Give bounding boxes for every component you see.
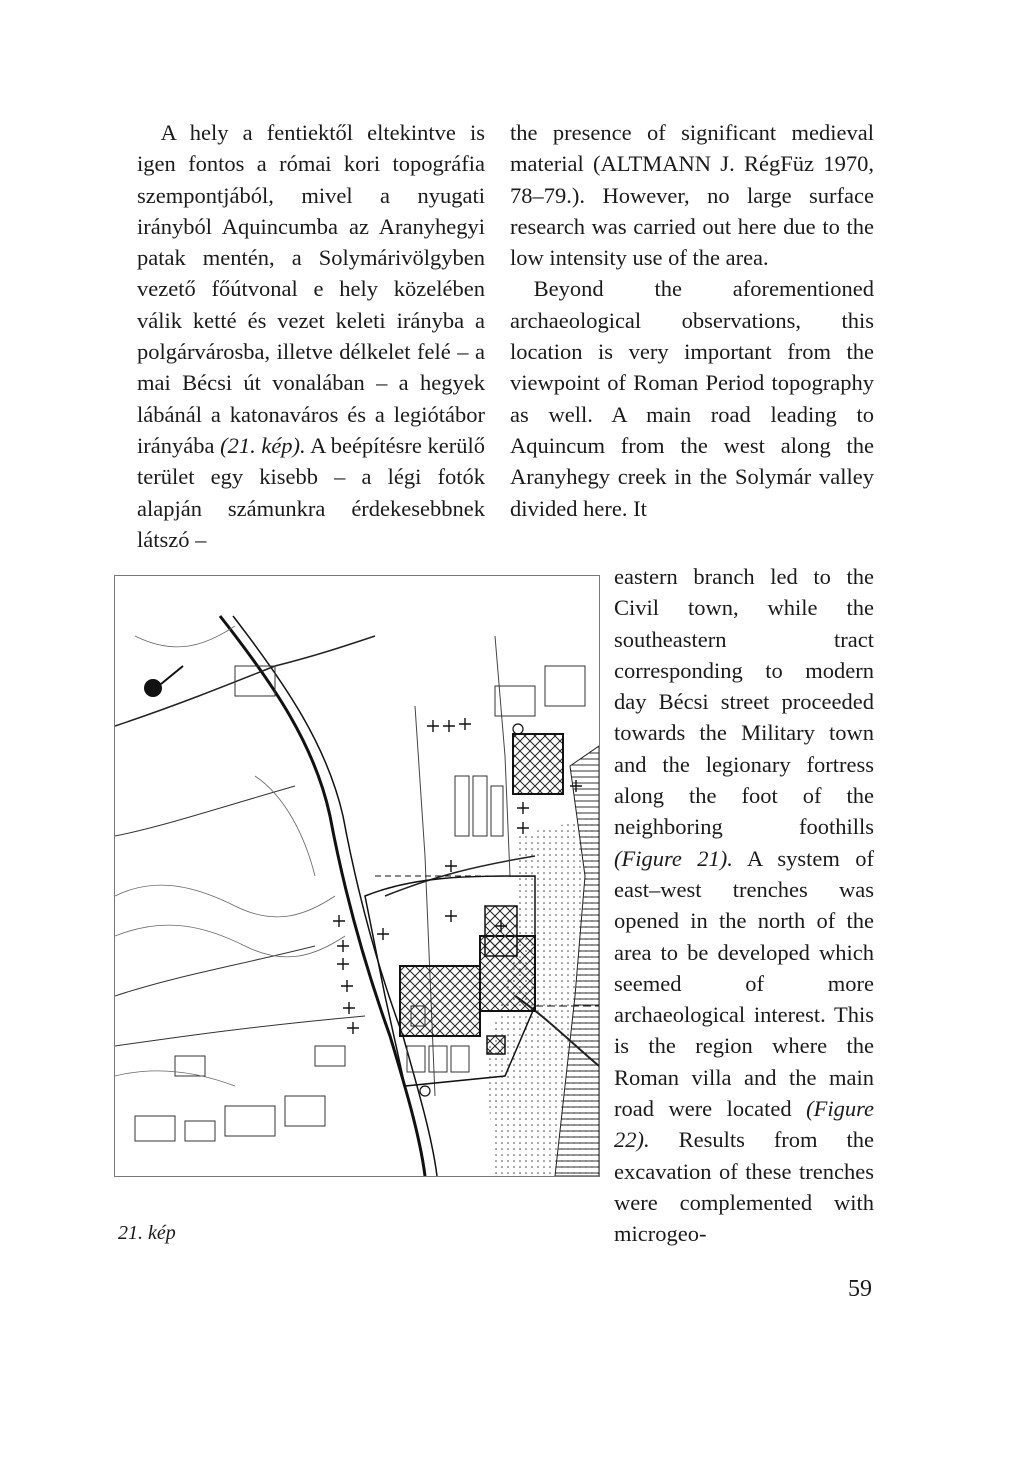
right-text-column <box>510 117 874 524</box>
site-map-figure <box>114 575 600 1177</box>
paragraph-2-part-b: A system of east–west trenches was opened in the north of the area to be developed which seemed of more archaeological interest. This is the region where the Roman villa and the main road were located <box>614 845 874 1122</box>
road-south-west-2 <box>115 1016 365 1046</box>
figure-22-reference: (Figure 22). <box>614 1096 875 1153</box>
road-west-2 <box>115 786 295 836</box>
hungarian-paragraph <box>137 117 485 555</box>
english-paragraph-2-narrow <box>614 561 874 1250</box>
paragraph-2-part-a: eastern branch led to the Civil town, while the southeastern tract corresponding to modern day Bécsi street proceeded towards the Military town and the legionary fortress along the foot of the neighboring foothills <box>614 564 874 840</box>
figure-21-reference: (Figure 21). <box>614 845 733 871</box>
hungarian-paragraph-text: A hely a fentiektől eltekintve is igen fontos a római kori topográfia szempontjából, mivel a nyugati irányból Aquincumba az Aranyhegyi patak mentén, a Solymárivölgyben vezető főútvonal e hely közelében válik ketté és vezet keleti irányba a polgárvárosba, illetve délkelet felé – a mai Bécsi út vonalában – a hegyek lábánál a katonaváros és a legiótábor irányába <box>137 120 485 458</box>
page-number: 59 <box>848 1276 872 1302</box>
location-dot <box>144 679 162 697</box>
location-pointer <box>161 666 183 684</box>
road-south-west <box>115 946 315 996</box>
left-text-column <box>137 117 485 555</box>
hungarian-paragraph-continuation: A beépítésre kerülő terület egy kisebb – a légi fotók alapján számunkra érdekesebbnek látszó – <box>137 432 486 552</box>
trench-north <box>513 734 563 794</box>
site-map-drawing <box>115 576 599 1176</box>
right-text-column-narrow <box>614 561 874 1250</box>
paragraph-2-part-c: Results from the excavation of these trenches were complemented with microgeo- <box>614 1127 875 1247</box>
small-circle-marker <box>513 724 523 734</box>
figure-reference-hu: (21. kép). <box>220 432 306 458</box>
trench-small <box>487 1036 505 1054</box>
main-road <box>220 616 425 1176</box>
road-north <box>495 636 510 876</box>
circle-south <box>420 1086 430 1096</box>
road-branch <box>415 706 435 1096</box>
english-paragraph-1: the presence of significant medieval material (ALTMANN J. RégFüz 1970, 78–79.). However, no large surface research was carried out here due to the low intensity use of the area. <box>510 120 874 271</box>
english-paragraph-2-wide: Beyond the aforementioned archaeological observations, this location is very important from the viewpoint of Roman Period topography as well. A main road leading to Aquincum from the west along the Aranyhegy creek in the Solymár valley divided here. It <box>510 276 874 521</box>
figure-caption: 21. kép <box>118 1222 176 1244</box>
